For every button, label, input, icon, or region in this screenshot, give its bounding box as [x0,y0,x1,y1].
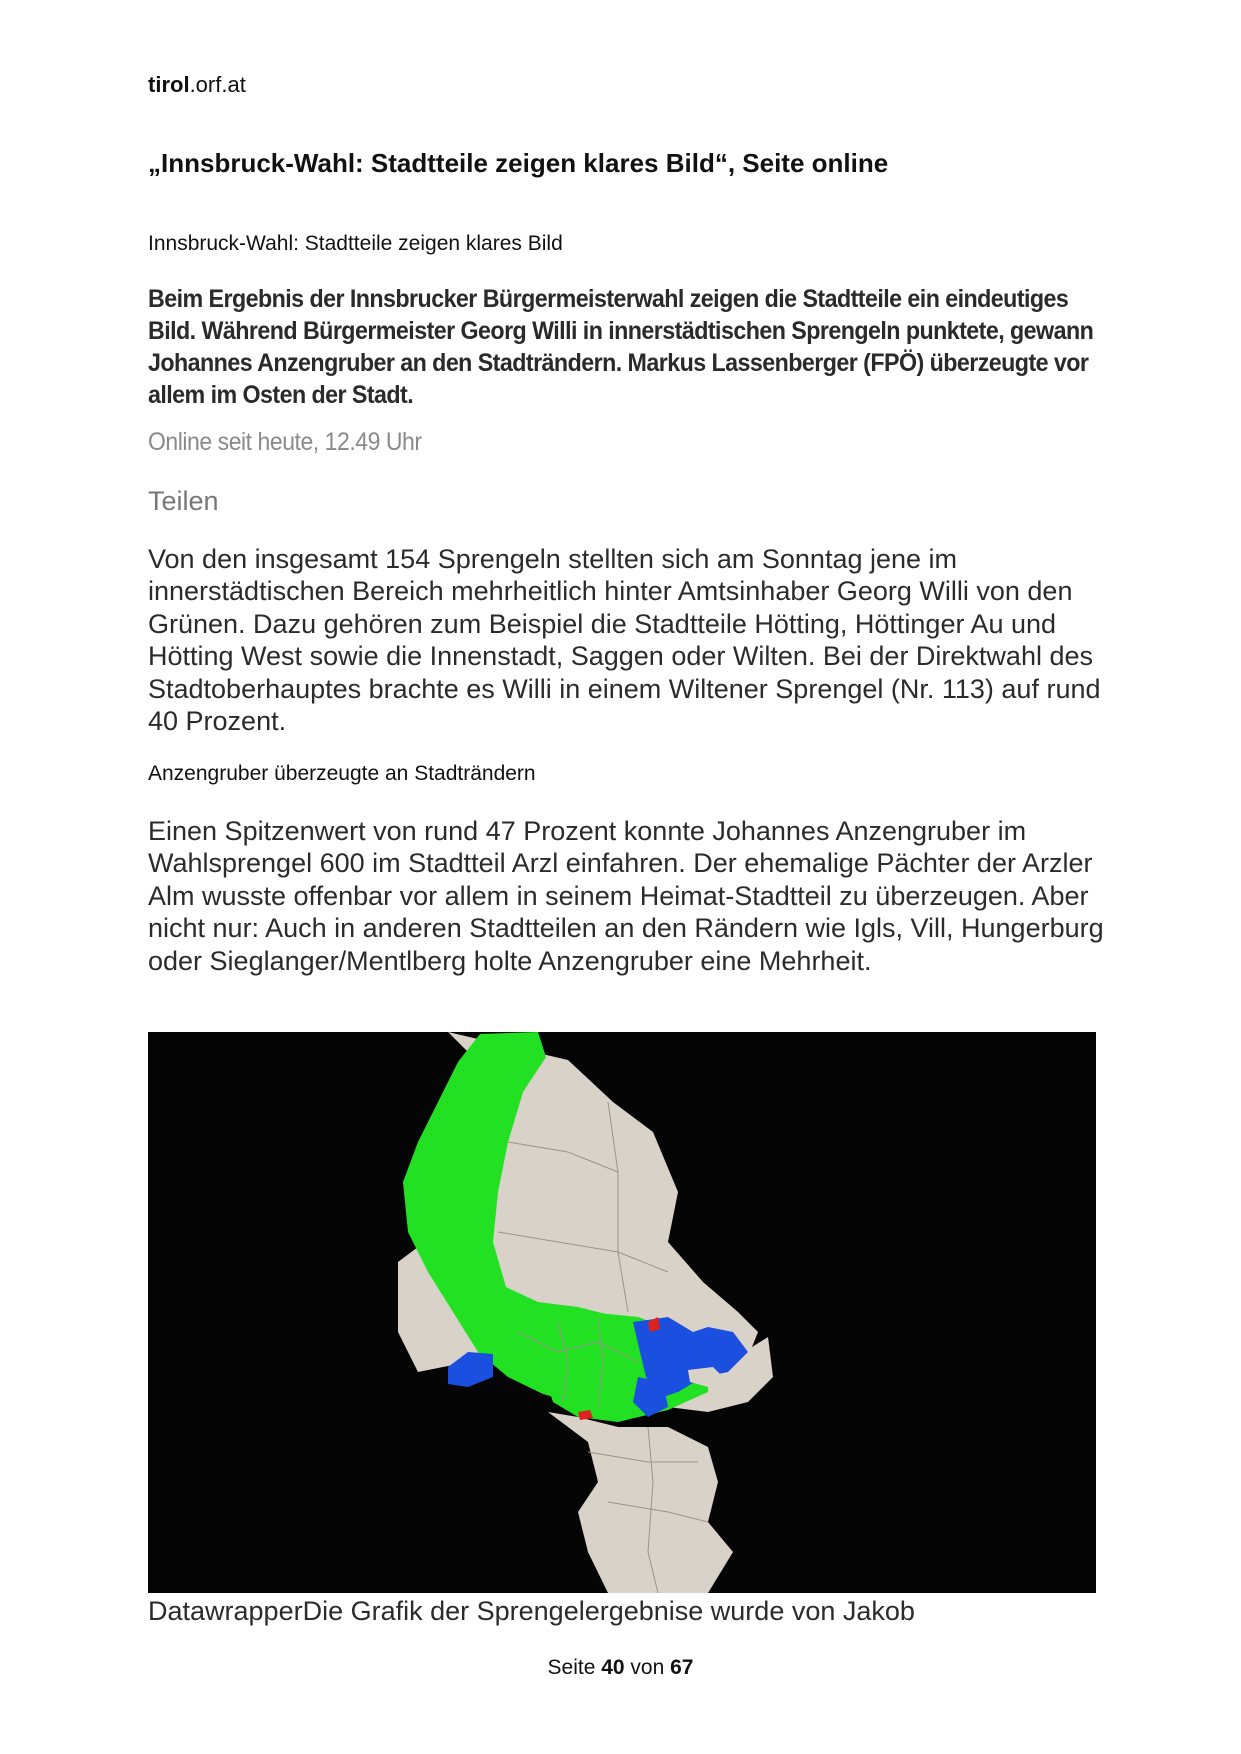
document-title: „Innsbruck-Wahl: Stadtteile zeigen klares Bild“, Seite online [148,148,889,178]
article-subheading: Anzengruber überzeugte an Stadträndern [148,762,536,785]
site-name-bold: tirol [148,72,190,97]
article-title: Innsbruck-Wahl: Stadtteile zeigen klares Bild [148,232,563,255]
page-label-prefix: Seite [547,1656,602,1679]
article-timestamp: Online seit heute, 12.49 Uhr [148,428,422,456]
total-page-count: 67 [670,1656,694,1679]
article-lead: Beim Ergebnis der Innsbrucker Bürgermeisterwahl zeigen die Stadtteile ein eindeutiges Bild. Während Bürgermeister Georg Willi in innerstädtischen Sprengeln punktete, gewann Johannes Anzengruber an den Stadträndern. Markus Lassenberger (FPÖ) überzeugte vor allem im Osten der Stadt. [148,285,1094,409]
site-name-rest: .orf.at [189,72,246,97]
share-link[interactable]: Teilen [148,486,219,516]
article-paragraph-1: Von den insgesamt 154 Sprengeln stellten sich am Sonntag jene im innerstädtischen Bereich mehrheitlich hinter Amtsinhaber Georg Willi von den Grünen. Dazu gehören zum Beispiel die Stadtteile Hötting, Höttinger Au und Hötting West sowie die Innenstadt, Saggen oder Wilten. Bei der Direktwahl des Stadtoberhauptes brachte es Willi in einem Wiltener Sprengel (Nr. 113) auf rund 40 Prozent. [148,544,1101,737]
current-page-number: 40 [601,1656,625,1679]
site-name [148,72,246,98]
election-map [148,1032,1096,1593]
page-label-middle: von [624,1656,671,1679]
article-paragraph-2: Einen Spitzenwert von rund 47 Prozent konnte Johannes Anzengruber im Wahlsprengel 600 im Stadtteil Arzl einfahren. Der ehemalige Pächter der Arzler Alm wusste offenbar vor allem in seinem Heimat-Stadtteil zu überzeugen. Aber nicht nur: Auch in anderen Stadtteilen an den Rändern wie Igls, Vill, Hungerburg oder Sieglanger/Mentlberg holte Anzengruber eine Mehrheit. [148,816,1104,976]
page-footer [0,1656,1241,1680]
image-caption: DatawrapperDie Grafik der Sprengelergebnise wurde von Jakob [148,1596,915,1626]
election-map-svg [148,1032,1096,1593]
